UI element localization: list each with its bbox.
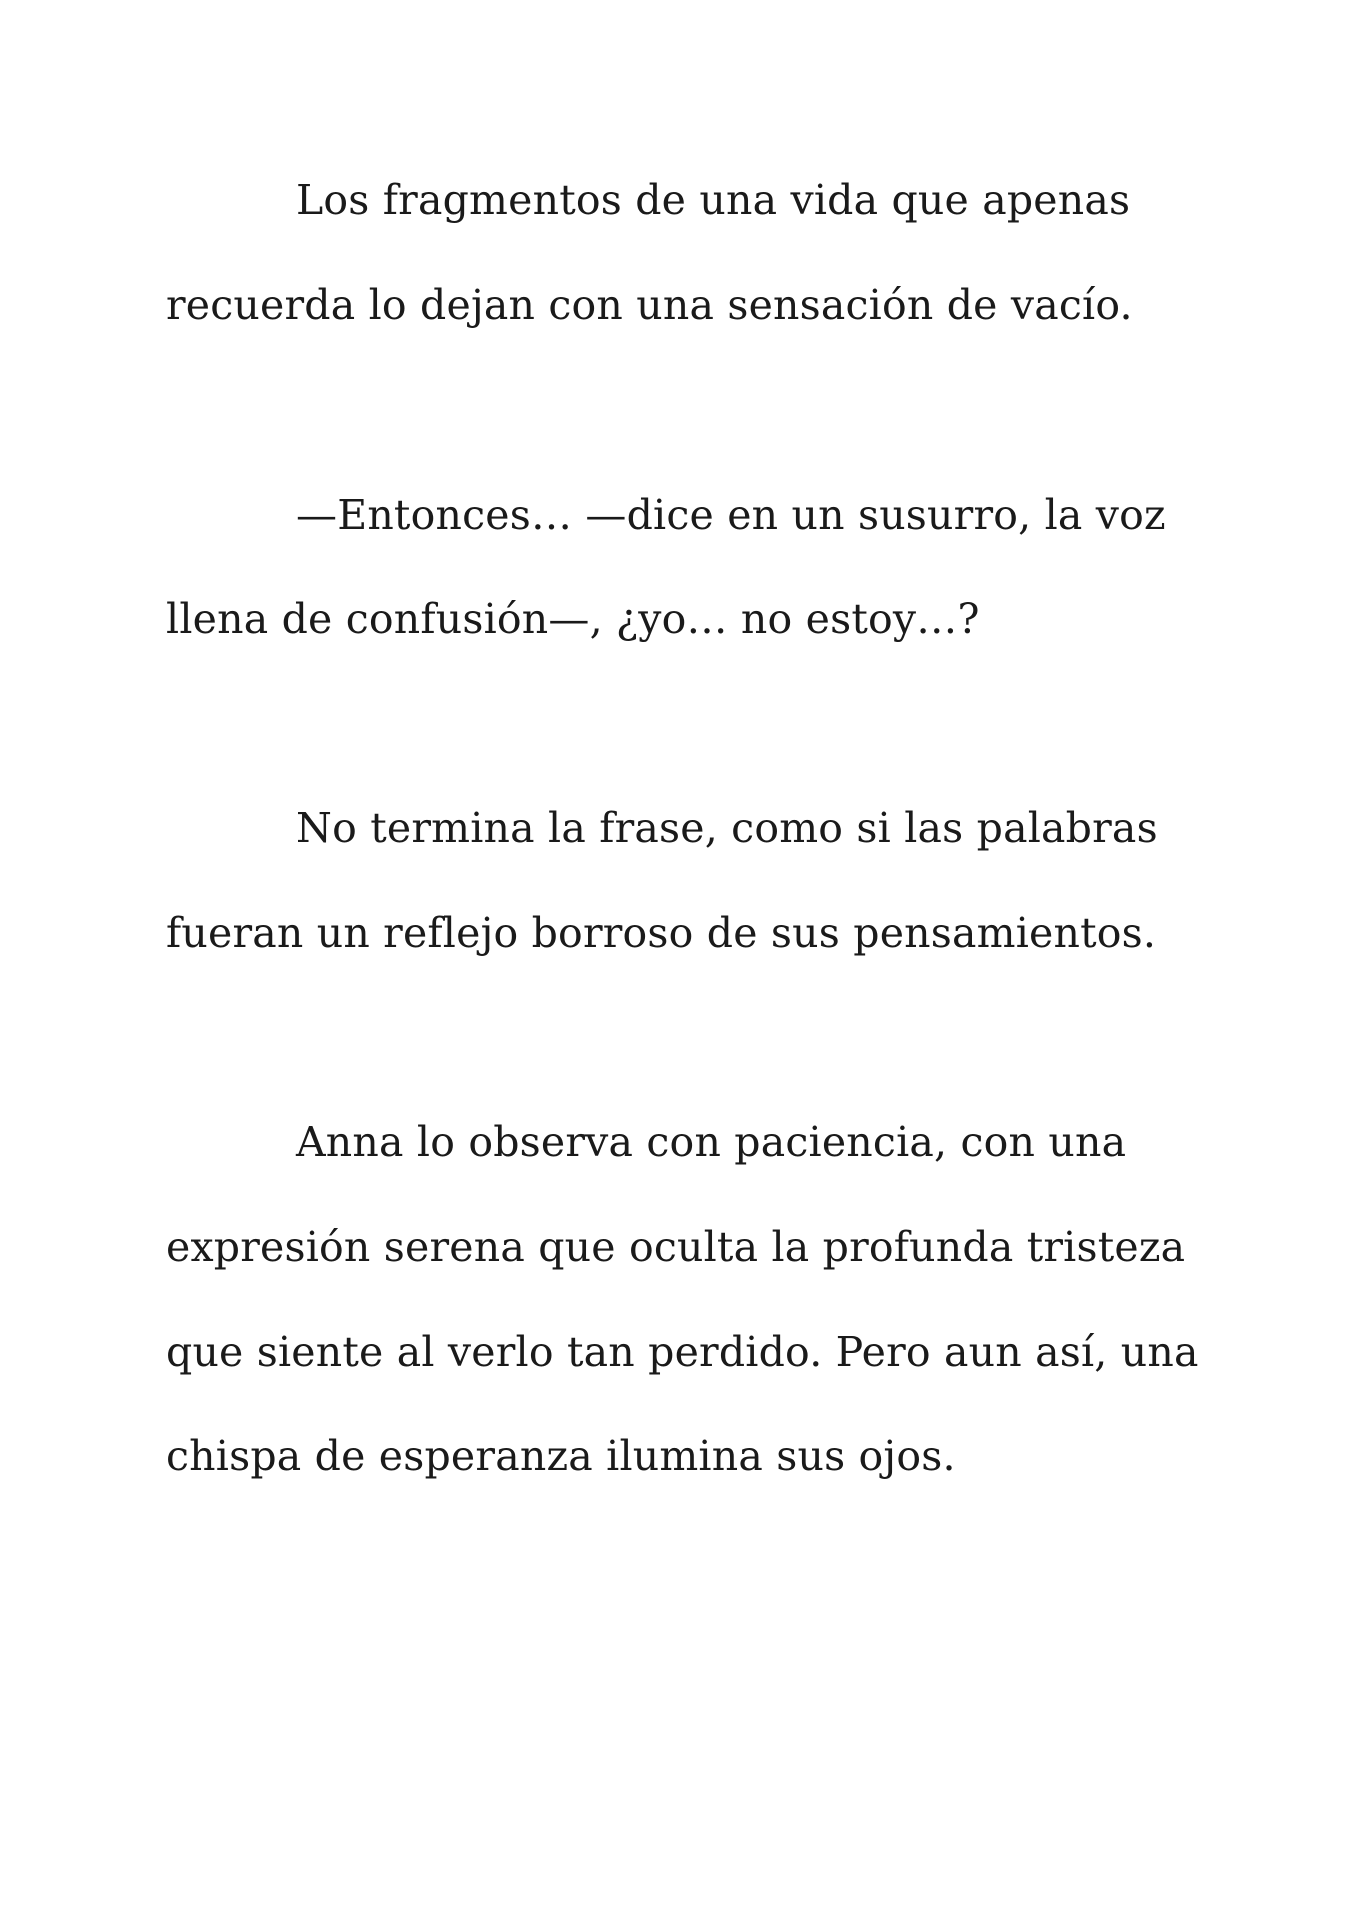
- paragraph-4-line-4: chispa de esperanza ilumina sus ojos.: [166, 1432, 956, 1480]
- paragraph-3-line-2: fueran un reflejo borroso de sus pensamientos.: [166, 909, 1157, 957]
- paragraph-2-line-2: llena de confusión—, ¿yo… no estoy…?: [166, 595, 980, 643]
- paragraph-4-line-1: Anna lo observa con paciencia, con una: [296, 1118, 1127, 1166]
- paragraph-4-line-3: que siente al verlo tan perdido. Pero aun así, una: [166, 1328, 1199, 1376]
- paragraph-4-line-2: expresión serena que oculta la profunda tristeza: [166, 1223, 1186, 1271]
- paragraph-1-line-2: recuerda lo dejan con una sensación de vacío.: [166, 281, 1133, 329]
- paragraph-3-line-1: No termina la frase, como si las palabras: [296, 804, 1158, 852]
- paragraph-2-line-1: —Entonces… —dice en un susurro, la voz: [296, 491, 1166, 539]
- paragraph-1-line-1: Los fragmentos de una vida que apenas: [296, 176, 1131, 224]
